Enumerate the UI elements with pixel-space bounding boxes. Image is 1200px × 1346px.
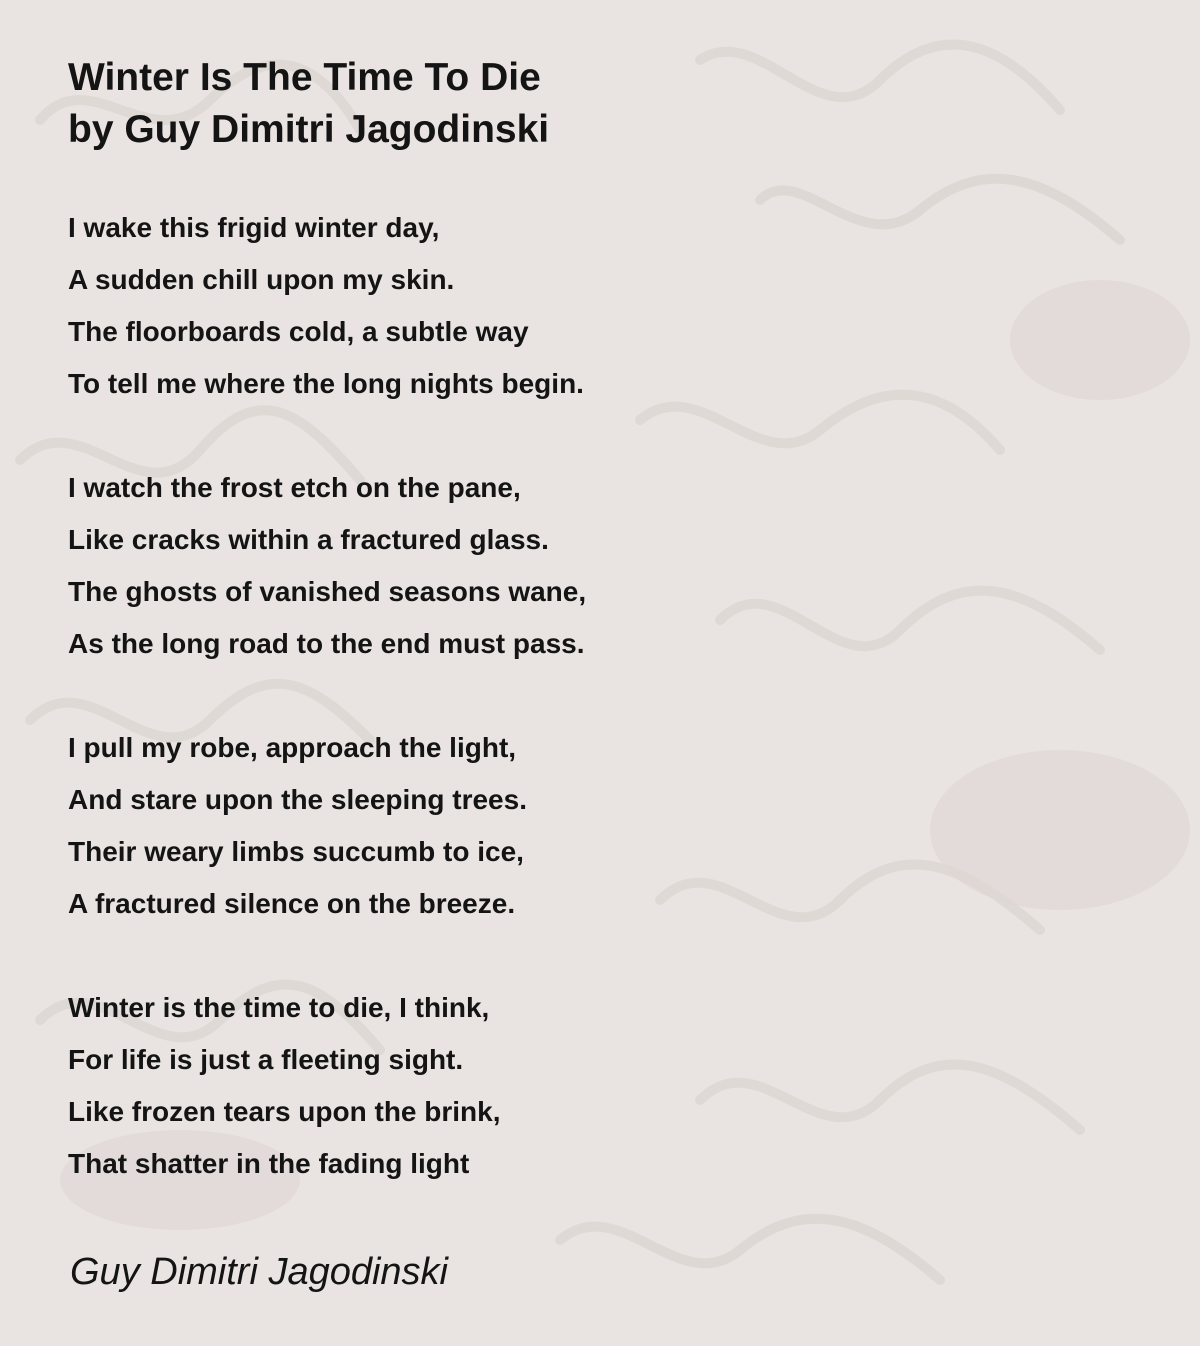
stanza-2 <box>68 462 586 670</box>
poem-line: A sudden chill upon my skin. <box>68 264 455 295</box>
poem-line: The ghosts of vanished seasons wane, <box>68 576 587 607</box>
stanza-4 <box>68 982 586 1190</box>
poem-line: For life is just a fleeting sight. <box>68 1044 464 1075</box>
poem-line: As the long road to the end must pass. <box>68 628 585 659</box>
poem-line: The floorboards cold, a subtle way <box>68 316 529 347</box>
poem-line: Like frozen tears upon the brink, <box>68 1096 501 1127</box>
poem-header <box>68 52 549 156</box>
poem-line: I wake this frigid winter day, <box>68 212 440 243</box>
poem-line: Their weary limbs succumb to ice, <box>68 836 524 867</box>
poem-line: And stare upon the sleeping trees. <box>68 784 527 815</box>
author-signature: Guy Dimitri Jagodinski <box>70 1251 448 1293</box>
poem-line: To tell me where the long nights begin. <box>68 368 584 399</box>
poem-body <box>68 202 586 1242</box>
poem-line: Winter is the time to die, I think, <box>68 992 490 1023</box>
stanza-1 <box>68 202 586 410</box>
stanza-3 <box>68 722 586 930</box>
poem-line: I pull my robe, approach the light, <box>68 732 517 763</box>
poem-line: That shatter in the fading light <box>68 1148 470 1179</box>
poem-line: Like cracks within a fractured glass. <box>68 524 549 555</box>
poem-byline: by Guy Dimitri Jagodinski <box>68 108 550 151</box>
poem-line: A fractured silence on the breeze. <box>68 888 516 919</box>
poem-line: I watch the frost etch on the pane, <box>68 472 521 503</box>
poem-title: Winter Is The Time To Die <box>68 56 541 99</box>
